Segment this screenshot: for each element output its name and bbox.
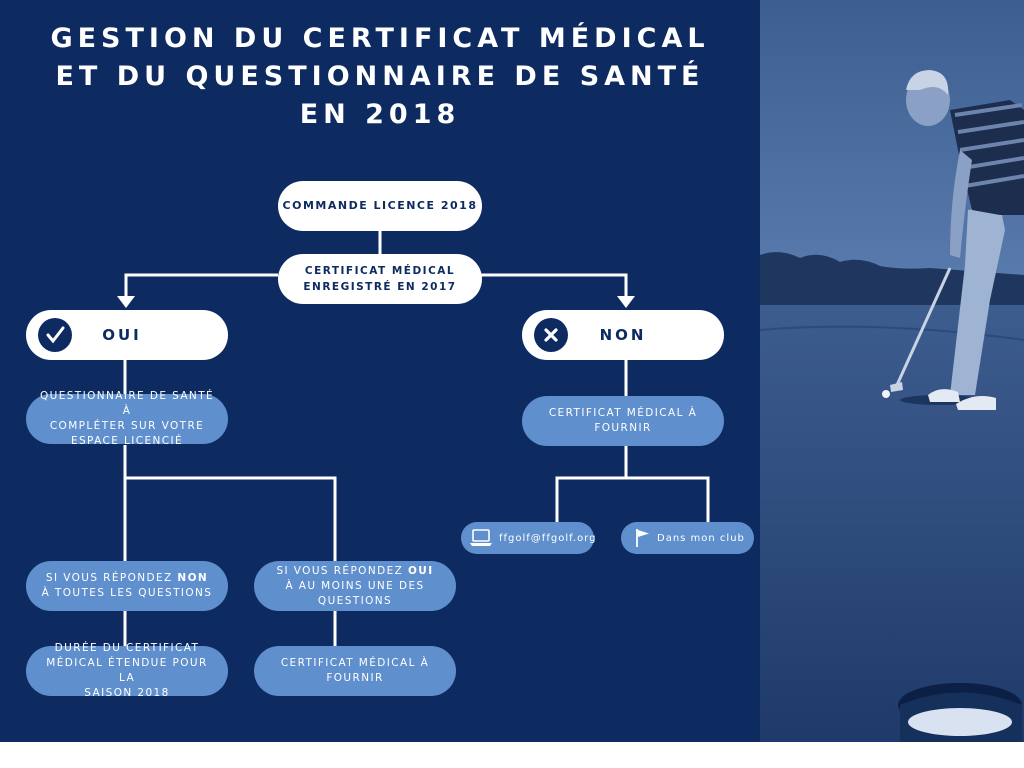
node-si-oui-line1: SI VOUS RÉPONDEZ OUI [276, 564, 434, 577]
contact-club[interactable] [621, 522, 754, 554]
node-cert-left-line1: CERTIFICAT MÉDICAL À [280, 657, 430, 669]
node-duree-line2: MÉDICAL ÉTENDUE POUR LA [46, 657, 208, 684]
node-si-oui-line2: À AU MOINS UNE DES [285, 579, 425, 592]
node-non-label: NON [599, 326, 647, 344]
node-oui [26, 310, 228, 360]
node-si-non-line2: À TOUTES LES QUESTIONS [41, 587, 213, 599]
node-duree-line1: DURÉE DU CERTIFICAT [54, 642, 200, 654]
node-commande-licence [278, 181, 482, 231]
golf-photo [760, 0, 1024, 742]
node-si-oui [254, 561, 456, 611]
cross-icon [534, 318, 568, 352]
node-questionnaire-sante [26, 390, 228, 447]
flag-icon [635, 528, 651, 548]
node-questionnaire-line3: ESPACE LICENCIÉ [70, 435, 184, 447]
node-si-non [26, 561, 228, 611]
node-duree-certificat [26, 642, 228, 699]
node-certificat-a-fournir-right [522, 396, 724, 446]
node-certificat-2017-line1: CERTIFICAT MÉDICAL [304, 265, 456, 277]
node-certificat-a-fournir-left [254, 646, 456, 696]
contact-club-label: Dans mon club [657, 532, 745, 544]
node-questionnaire-line2: COMPLÉTER SUR VOTRE [49, 420, 205, 432]
contact-email-label: ffgolf@ffgolf.org [499, 532, 597, 544]
page-title [20, 20, 740, 134]
node-questionnaire-line1: QUESTIONNAIRE DE SANTÉ À [39, 390, 215, 417]
node-non [522, 310, 724, 360]
node-si-non-line1: SI VOUS RÉPONDEZ NON [45, 572, 209, 584]
node-cert-right-line2: FOURNIR [594, 422, 652, 434]
node-oui-label: OUI [102, 326, 142, 344]
node-duree-line3: SAISON 2018 [84, 687, 170, 699]
title-line-3: EN 2018 [299, 99, 461, 130]
node-si-oui-line3: QUESTIONS [317, 594, 393, 607]
title-line-1: GESTION DU CERTIFICAT MÉDICAL [50, 23, 710, 54]
node-certificat-2017-line2: ENREGISTRÉ EN 2017 [303, 281, 457, 293]
node-certificat-2017 [278, 254, 482, 304]
title-line-2: ET DU QUESTIONNAIRE DE SANTÉ [55, 61, 705, 92]
node-cert-left-line2: FOURNIR [326, 672, 384, 684]
contact-email[interactable] [461, 522, 597, 554]
node-commande-licence-label: COMMANDE LICENCE 2018 [282, 199, 478, 212]
laptop-icon [469, 529, 493, 547]
check-icon [38, 318, 72, 352]
node-cert-right-line1: CERTIFICAT MÉDICAL À [548, 407, 698, 419]
